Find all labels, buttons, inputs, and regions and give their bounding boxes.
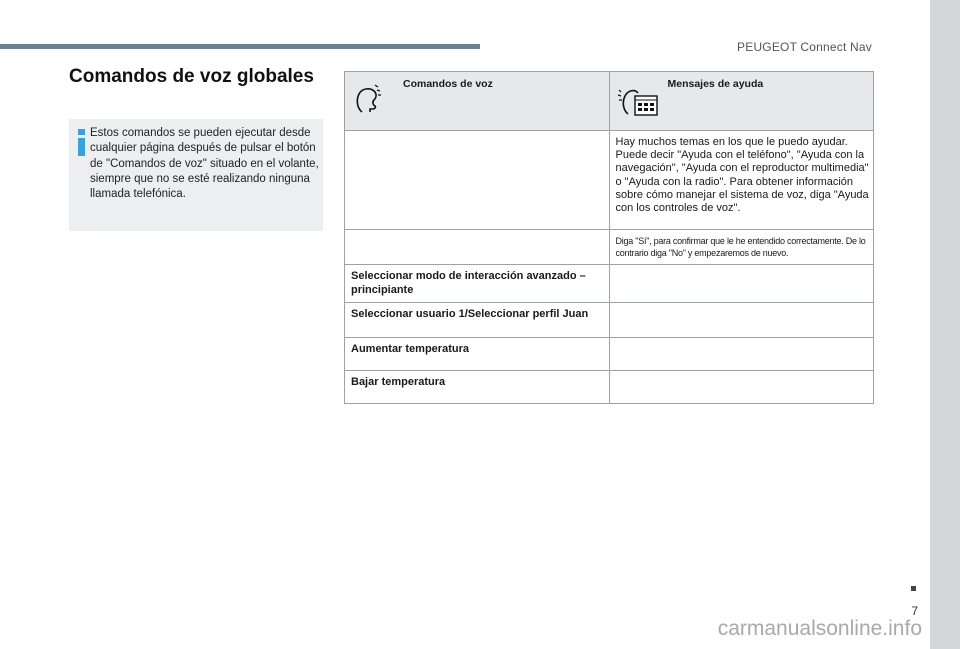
help-cell xyxy=(609,303,874,338)
info-text: Estos comandos se pueden ejecutar desde cualquier página después de pulsar el botón de "Comandos de voz" situado en el volante, siempre que no se esté realizando ninguna llamada telefónica. xyxy=(90,127,319,201)
command-cell: Seleccionar modo de interacción avanzado – principiante xyxy=(345,265,610,303)
help-cell: Diga "Sí", para confirmar que le he entendido correctamente. De lo contrario diga "No" y empezaremos de nuevo. xyxy=(609,230,874,265)
command-cell: Seleccionar usuario 1/Seleccionar perfil Juan xyxy=(345,303,610,338)
table-row xyxy=(345,131,874,230)
voice-command-icon xyxy=(353,82,383,116)
page-side-strip xyxy=(930,0,960,649)
command-cell xyxy=(345,230,610,265)
table-row xyxy=(345,230,874,265)
header-commands-label: Comandos de voz xyxy=(403,78,493,90)
table-row xyxy=(345,338,874,371)
voice-help-icon xyxy=(618,82,660,118)
table-row xyxy=(345,371,874,404)
help-cell xyxy=(609,265,874,303)
header-help-label: Mensajes de ayuda xyxy=(667,78,764,90)
header-commands-cell xyxy=(345,72,610,131)
page-number: 7 xyxy=(911,604,918,618)
section-title: Comandos de voz globales xyxy=(69,66,314,87)
table-row xyxy=(345,303,874,338)
end-marker xyxy=(911,586,916,591)
table-row xyxy=(345,265,874,303)
command-cell: Bajar temperatura xyxy=(345,371,610,404)
table-header-row xyxy=(345,72,874,131)
command-cell: Aumentar temperatura xyxy=(345,338,610,371)
voice-commands-table xyxy=(344,71,874,404)
help-cell: Hay muchos temas en los que le puedo ayudar. Puede decir "Ayuda con el teléfono", "Ayuda con la navegación", "Ayuda con el reproductor multimedia" o "Ayuda con la radio". Para obtener información sobre cómo manejar el sistema de voz, diga "Ayuda con los controles de voz". xyxy=(609,131,874,230)
header-help-cell xyxy=(609,72,874,131)
header-brand: PEUGEOT Connect Nav xyxy=(737,40,872,54)
watermark: carmanualsonline.info xyxy=(717,617,922,640)
header-rule xyxy=(0,44,480,49)
info-box xyxy=(69,119,323,231)
info-icon xyxy=(75,127,89,157)
command-cell xyxy=(345,131,610,230)
help-cell xyxy=(609,338,874,371)
help-cell xyxy=(609,371,874,404)
